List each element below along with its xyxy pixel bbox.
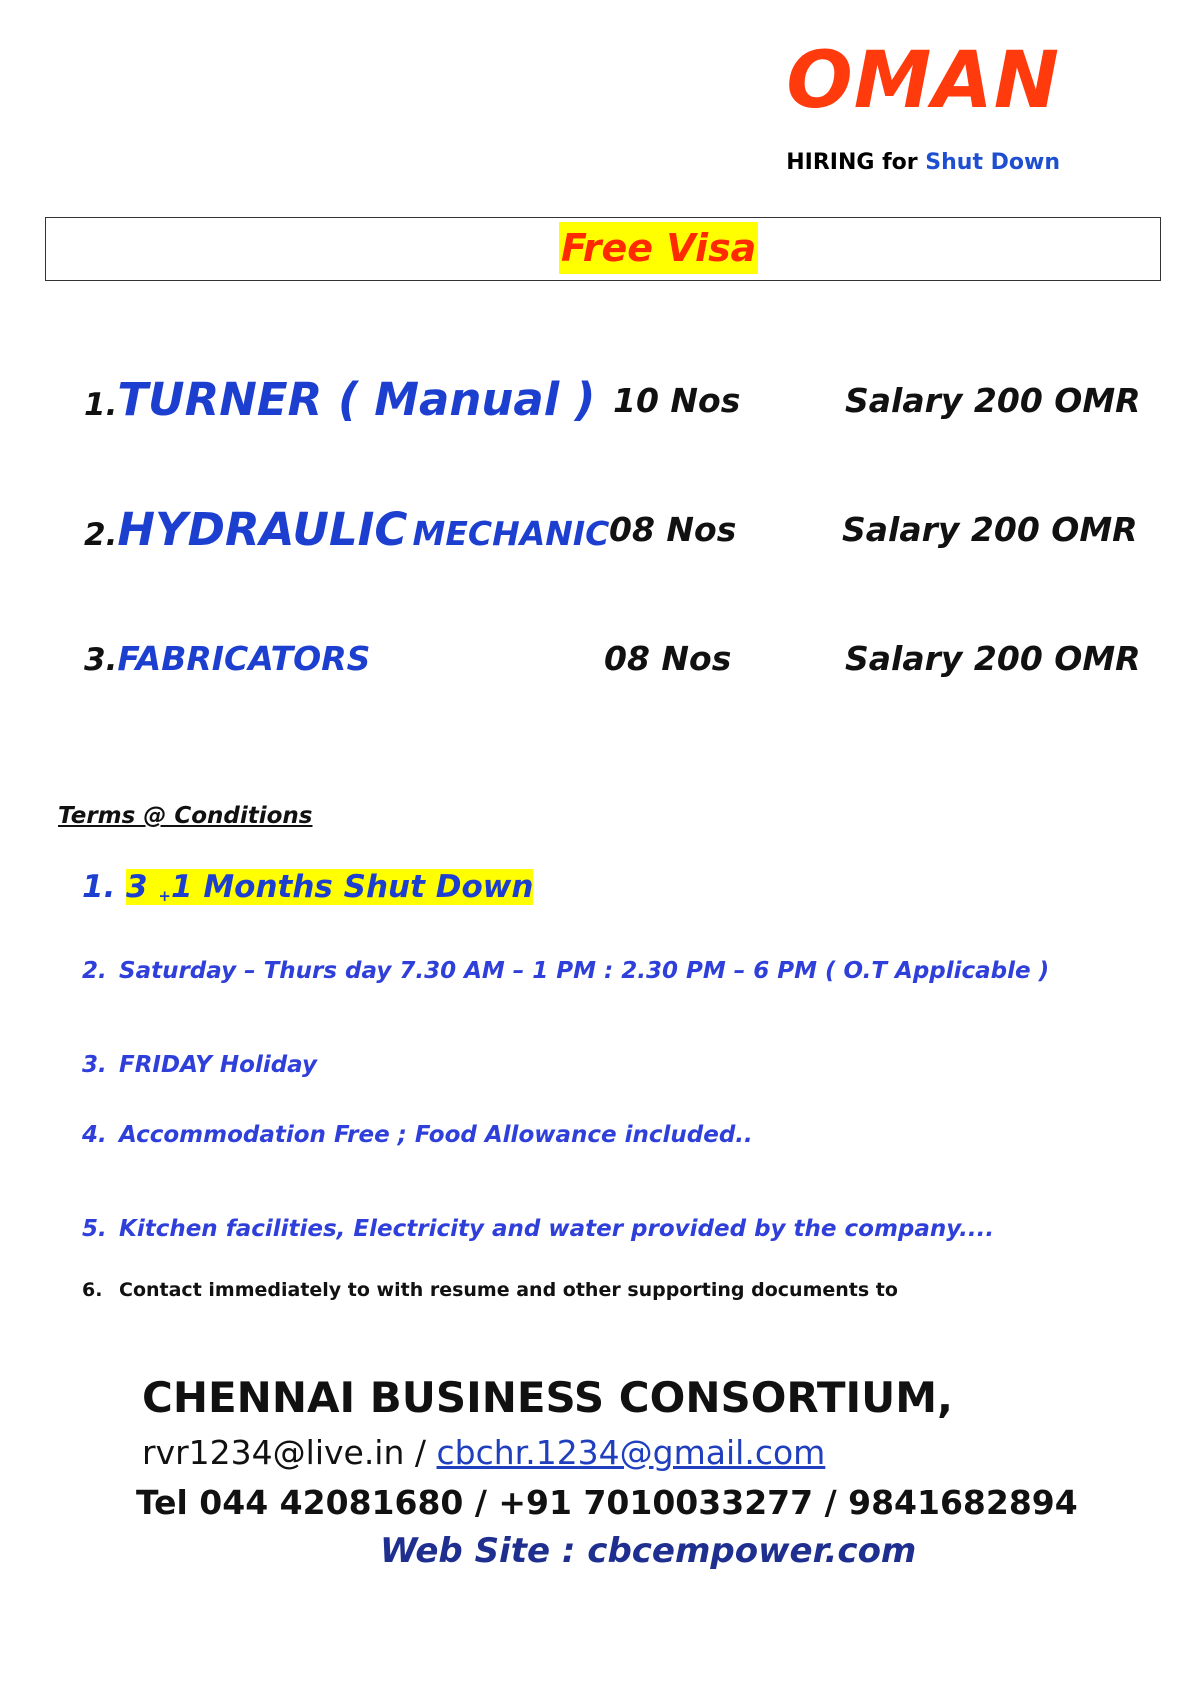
website-line: Web Site : cbcempower.com [380,1531,917,1571]
visa-banner-text: Free Visa [559,222,758,274]
term-number: 2. [82,958,107,984]
term-text: Contact immediately to with resume and other supporting documents to [119,1279,898,1301]
terms-heading: Terms @ Conditions [58,803,313,829]
visa-banner-box [45,217,1161,281]
hiring-highlight: Shut Down [925,150,1060,175]
job-row [84,373,595,426]
term-item [82,1122,753,1148]
job-count: 10 Nos [613,381,741,420]
email-separator: / [414,1433,427,1472]
job-salary: Salary 200 OMR [845,381,1141,420]
term-text: 1 Months Shut Down [170,869,534,905]
job-number: 2. [84,517,118,553]
country-title: OMAN [786,36,1060,126]
term-item [82,1052,317,1078]
job-row [84,503,609,556]
term-number: 3. [82,1052,107,1078]
term-item [82,1279,898,1301]
plus-sign: + [158,887,171,905]
term-item [82,869,533,905]
job-title: FABRICATORS [117,639,371,678]
job-salary: Salary 200 OMR [842,510,1138,549]
job-salary: Salary 200 OMR [845,639,1141,678]
job-count: 08 Nos [609,510,737,549]
email-primary: rvr1234@live.in [142,1433,405,1472]
job-row [84,639,370,678]
term-text-pre: 3 [126,869,148,905]
term-number: 6. [82,1279,103,1301]
term-item [82,958,1049,984]
job-title: TURNER ( Manual ) [117,373,596,426]
term-number: 4. [82,1122,107,1148]
term-text: Accommodation Free ; Food Allowance included.. [119,1122,753,1148]
job-number: 3. [84,642,118,678]
term-text: Kitchen facilities, Electricity and water provided by the company.... [119,1216,995,1242]
term-text: FRIDAY Holiday [119,1052,317,1078]
term-number: 5. [82,1216,107,1242]
term-number: 1. [82,869,116,905]
hiring-line [786,150,1060,175]
job-number: 1. [84,387,118,423]
job-title-suffix: MECHANIC [412,514,610,553]
phone-line: Tel 044 42081680 / +91 7010033277 / 9841682894 [136,1483,1078,1522]
email-link[interactable]: cbchr.1234@gmail.com [436,1433,826,1472]
email-line [142,1433,825,1472]
term-text: Saturday – Thurs day 7.30 AM – 1 PM : 2.30 PM – 6 PM ( O.T Applicable ) [119,958,1050,984]
job-count: 08 Nos [604,639,732,678]
hiring-prefix: HIRING for [786,150,918,175]
term-highlight [126,869,533,905]
term-item [82,1216,994,1242]
company-name: CHENNAI BUSINESS CONSORTIUM, [142,1373,954,1422]
job-title: HYDRAULIC [117,503,408,556]
